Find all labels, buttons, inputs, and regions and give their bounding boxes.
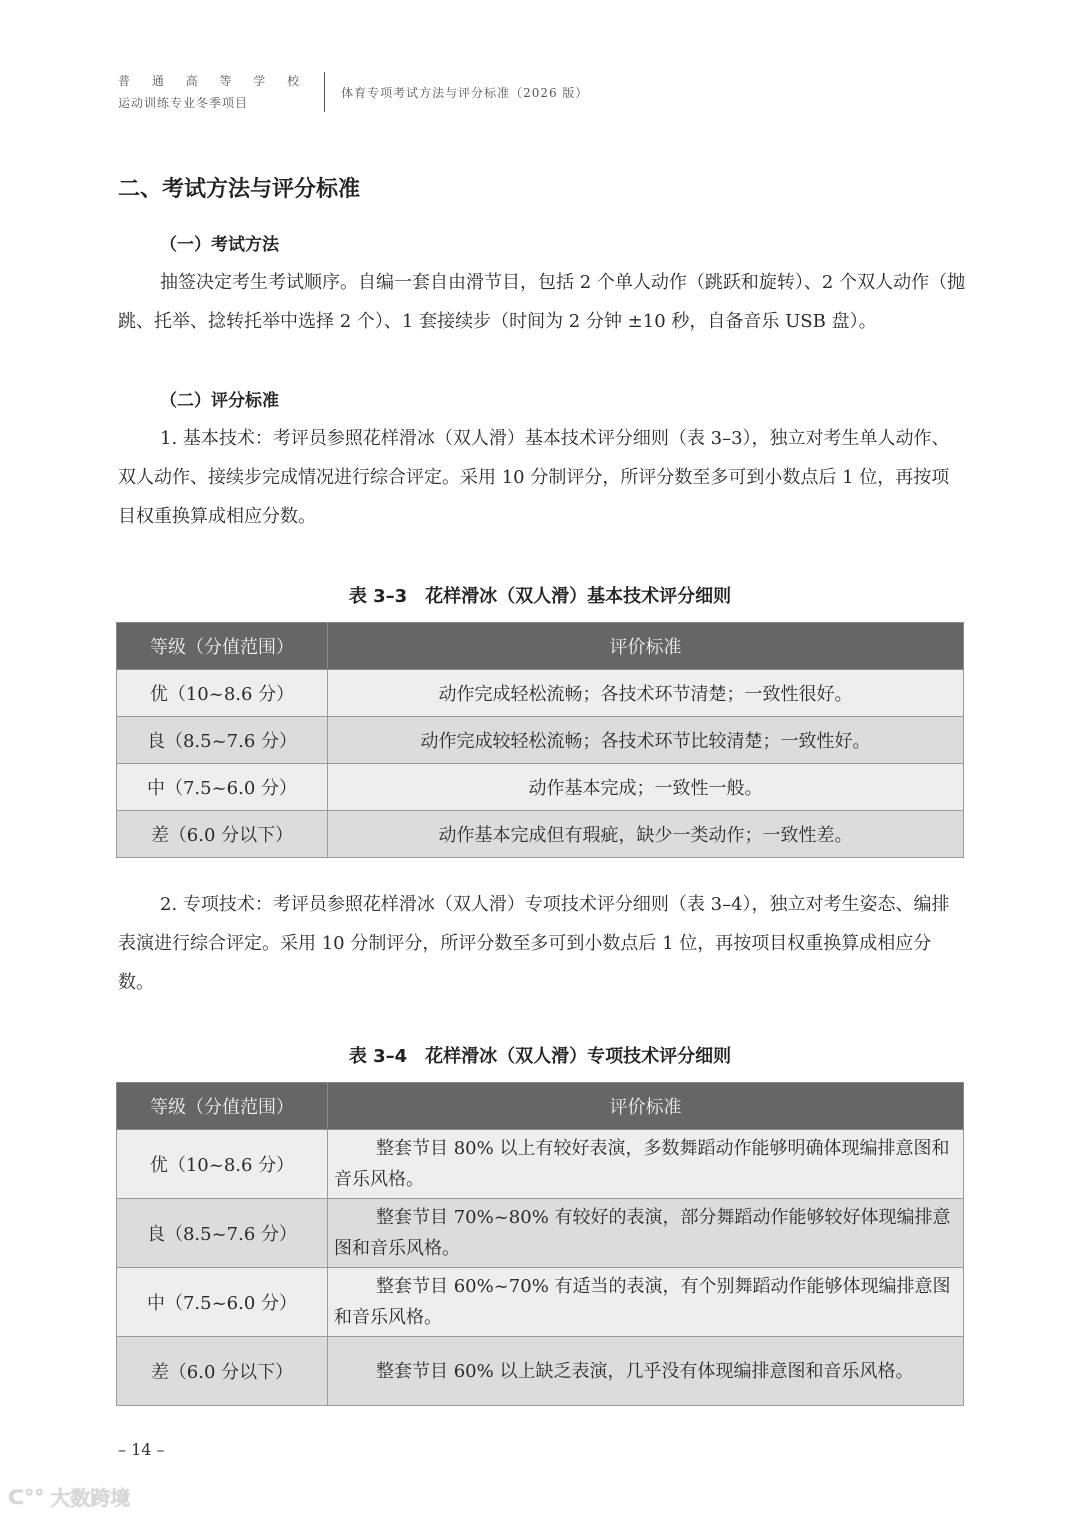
grade-criteria [328, 1337, 964, 1406]
grade-level: 中（7.5~6.0 分） [117, 764, 328, 811]
exam-method-heading: （一）考试方法 [160, 235, 279, 255]
grade-level: 中（7.5~6.0 分） [117, 1268, 328, 1337]
grade-criteria [328, 1268, 964, 1337]
header-series-line1: 普 通 高 等 学 校 [118, 74, 309, 88]
grade-level: 差（6.0 分以下） [117, 811, 328, 858]
header-series-line2: 运动训练专业冬季项目 [118, 96, 249, 110]
header-series [118, 70, 308, 114]
grade-criteria-text: 整套节目 70%~80% 有较好的表演，部分舞蹈动作能够较好体现编排意图和音乐风格。 [334, 1207, 951, 1259]
grade-criteria [328, 1199, 964, 1268]
table-row [117, 1130, 964, 1199]
special-technique-table [116, 1082, 964, 1406]
grade-level: 优（10~8.6 分） [117, 670, 328, 717]
grade-level: 优（10~8.6 分） [117, 1130, 328, 1199]
grade-level: 良（8.5~7.6 分） [117, 717, 328, 764]
table-row [117, 764, 964, 811]
table-header-row [117, 623, 964, 670]
grade-criteria: 动作基本完成但有瑕疵，缺少一类动作；一致性差。 [328, 811, 964, 858]
exam-method-text: 抽签决定考生考试顺序。自编一套自由滑节目，包括 2 个单人动作（跳跃和旋转）、2 个双人动作（抛跳、托举、捻转托举中选择 2 个）、1 套接续步（时间为 2 分钟 ±10 秒，自备音乐 USB 盘）。 [118, 272, 966, 332]
table-row [117, 1337, 964, 1406]
grade-level: 差（6.0 分以下） [117, 1337, 328, 1406]
grade-criteria-text: 整套节目 60%~70% 有适当的表演，有个别舞蹈动作能够体现编排意图和音乐风格。 [334, 1276, 951, 1328]
table-3-4-caption: 表 3–4 花样滑冰（双人滑）专项技术评分细则 [348, 1046, 732, 1067]
basic-technique-table [116, 622, 964, 858]
scoring-heading: （二）评分标准 [160, 391, 279, 411]
table-3-3-caption: 表 3–3 花样滑冰（双人滑）基本技术评分细则 [348, 586, 732, 607]
column-header-criteria: 评价标准 [328, 623, 964, 670]
table-row [117, 717, 964, 764]
watermark-text: 大数跨境 [50, 1486, 131, 1510]
column-header-level: 等级（分值范围） [117, 623, 328, 670]
basic-technique-text: 1. 基本技术：考评员参照花样滑冰（双人滑）基本技术评分细则（表 3–3），独立对考生单人动作、双人动作、接续步完成情况进行综合评定。采用 10 分制评分，所评分数至多可到小数点后 1 位，再按项目权重换算成相应分数。 [118, 428, 950, 527]
section-title: 二、考试方法与评分标准 [118, 177, 361, 202]
grade-criteria-text: 整套节目 60% 以上缺乏表演，几乎没有体现编排意图和音乐风格。 [376, 1360, 914, 1382]
table-row [117, 670, 964, 717]
header-book-title: 体育专项考试方法与评分标准（2026 版） [341, 85, 589, 100]
table-header-row [117, 1083, 964, 1130]
header-divider [324, 72, 325, 112]
watermark [8, 1482, 130, 1511]
column-header-criteria: 评价标准 [328, 1083, 964, 1130]
grade-criteria: 动作完成较轻松流畅；各技术环节比较清楚；一致性好。 [328, 717, 964, 764]
running-header [118, 70, 588, 114]
grade-level: 良（8.5~7.6 分） [117, 1199, 328, 1268]
grade-criteria: 动作完成轻松流畅；各技术环节清楚；一致性很好。 [328, 670, 964, 717]
column-header-level: 等级（分值范围） [117, 1083, 328, 1130]
special-technique-text: 2. 专项技术：考评员参照花样滑冰（双人滑）专项技术评分细则（表 3–4），独立对考生姿态、编排表演进行综合评定。采用 10 分制评分，所评分数至多可到小数点后 1 位，再按项目权重换算成相应分数。 [118, 894, 950, 993]
watermark-logo-icon: ᑕ°° [8, 1484, 45, 1509]
grade-criteria [328, 1130, 964, 1199]
table-row [117, 1199, 964, 1268]
table-row [117, 811, 964, 858]
grade-criteria-text: 整套节目 80% 以上有较好表演，多数舞蹈动作能够明确体现编排意图和音乐风格。 [334, 1138, 950, 1190]
grade-criteria: 动作基本完成；一致性一般。 [328, 764, 964, 811]
page-number: – 14 – [118, 1440, 165, 1459]
table-row [117, 1268, 964, 1337]
